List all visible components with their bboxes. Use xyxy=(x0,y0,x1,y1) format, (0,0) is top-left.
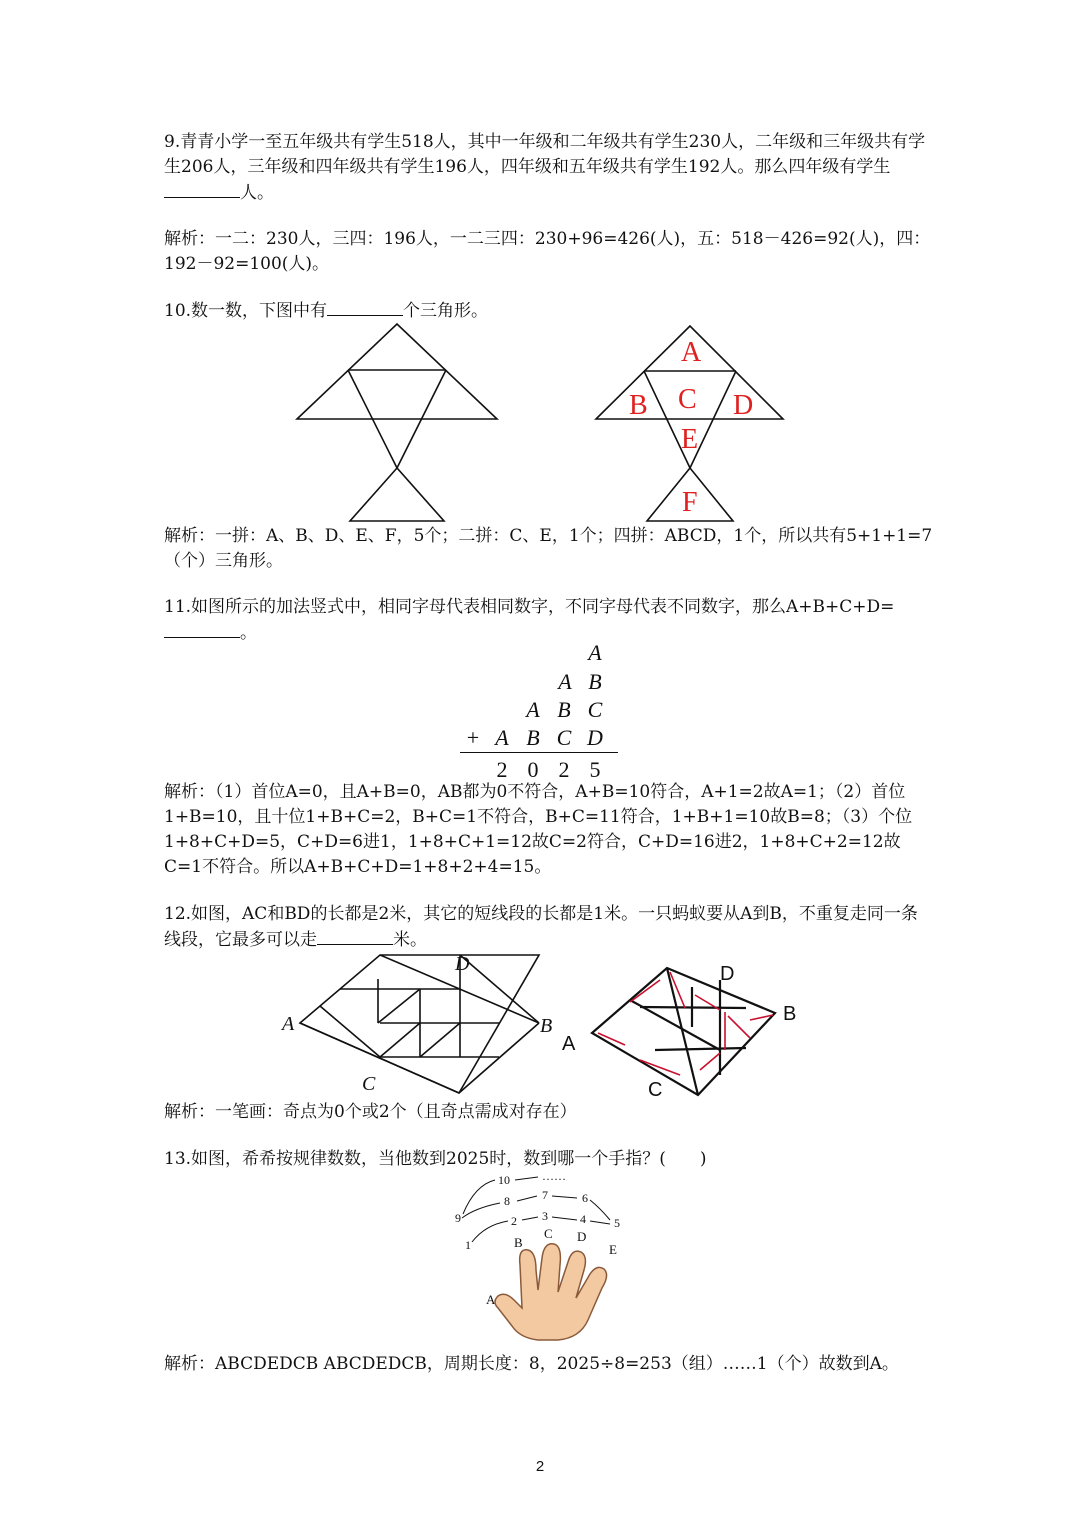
q12-sketch-label-c: C xyxy=(648,1079,663,1101)
q12-path-sketch xyxy=(592,968,775,1095)
count-4: 4 xyxy=(580,1212,586,1226)
q12-answer-blank[interactable] xyxy=(317,927,393,945)
q11-result-digit: 2 xyxy=(496,757,508,782)
q11-text-end: 。 xyxy=(240,623,257,643)
q11-digit: B xyxy=(557,697,571,722)
count-2: 2 xyxy=(511,1214,517,1228)
q11-sum-line xyxy=(460,752,618,753)
q12-text-end: 米。 xyxy=(393,930,427,950)
q12-rhombus-grid xyxy=(300,955,539,1093)
q9-text-end: 人。 xyxy=(240,183,274,203)
q11-digit: C xyxy=(556,725,572,750)
q10-figure-plain xyxy=(297,324,497,521)
q11-digit: B xyxy=(526,725,540,750)
count-7: 7 xyxy=(542,1188,548,1202)
q13-count-arrows xyxy=(462,1177,610,1242)
q12-sketch-label-a: A xyxy=(562,1033,576,1055)
q11-analysis: 解析：（1）首位A=0，且A+B=0，AB都为0不符合，A+B=10符合，A+1=2故A=1；（2）首位1+B=10，且十位1+B+C=2，B+C=1不符合，B+C=11符合，1+B+1=10故B=8；（3）个位1+8+C+D=5，C+D=6进1，1+8+C+1=12故C=2符合，C+D=16进2，1+8+C+2=12故C=1不符合。所以A+B+C+D=1+8+2+4=15。 xyxy=(164,782,913,877)
page-number: 2 xyxy=(535,1458,545,1475)
q10-label-e: E xyxy=(681,424,699,455)
q12-figures xyxy=(280,950,810,1102)
q12-sketch-label-b: B xyxy=(783,1003,797,1025)
count-10: 10 xyxy=(498,1173,510,1187)
q11-digit: A xyxy=(588,640,602,665)
q12-label-a: A xyxy=(282,1013,295,1035)
q11-question xyxy=(164,595,934,646)
q10-label-c: C xyxy=(678,384,697,415)
q9-text: 9.青青小学一至五年级共有学生518人，其中一年级和二年级共有学生230人，二年级和三年级共有学生206人，三年级和四年级共有学生196人，四年级和五年级共有学生192人。那么四年级有学生 xyxy=(164,132,926,177)
count-ellipsis: …… xyxy=(542,1170,566,1183)
q12-label-b: B xyxy=(540,1015,553,1037)
q11-result-digit: 2 xyxy=(558,757,570,782)
q11-digit: D xyxy=(587,725,603,750)
count-1: 1 xyxy=(465,1238,471,1252)
q10-answer-blank[interactable] xyxy=(327,298,403,316)
finger-label-d: D xyxy=(577,1229,587,1244)
q10-triangle-figures xyxy=(280,318,800,528)
count-9: 9 xyxy=(455,1211,461,1225)
q10-text-end: 个三角形。 xyxy=(403,301,489,321)
hand-icon xyxy=(495,1244,607,1340)
finger-label-c: C xyxy=(544,1226,553,1241)
q11-result-digit: 0 xyxy=(527,757,539,782)
finger-label-e: E xyxy=(609,1242,617,1257)
q11-answer-blank[interactable] xyxy=(164,620,240,638)
q9-answer-blank[interactable] xyxy=(164,180,240,198)
q9-question xyxy=(164,130,934,206)
q12-question xyxy=(164,902,934,953)
q11-text: 11.如图所示的加法竖式中，相同字母代表相同数字，不同字母代表不同数字，那么A+B+C+D= xyxy=(164,597,895,617)
q11-digit: A xyxy=(526,697,540,722)
q10-label-d: D xyxy=(733,390,754,421)
q12-text: 12.如图，AC和BD的长都是2米，其它的短线段的长都是1米。一只蚂蚁要从A到B，不重复走同一条线段，它最多可以走 xyxy=(164,904,918,950)
count-5: 5 xyxy=(614,1216,620,1230)
q12-sketch-label-d: D xyxy=(720,963,735,985)
finger-label-b: B xyxy=(514,1235,523,1250)
q10-label-b: B xyxy=(629,390,648,421)
q10-label-a: A xyxy=(681,337,702,368)
q11-result-digit: 5 xyxy=(589,757,601,782)
q12-label-c: C xyxy=(362,1073,376,1095)
count-6: 6 xyxy=(582,1191,588,1205)
q10-analysis: 解析：一拼：A、B、D、E、F，5个；二拼：C、E，1个；四拼：ABCD，1个，所以共有5+1+1=7（个）三角形。 xyxy=(164,526,933,571)
q11-digit: B xyxy=(588,669,602,694)
q10-label-f: F xyxy=(682,487,698,518)
q11-plus-sign: + xyxy=(466,725,480,750)
q12-label-d: D xyxy=(455,953,470,975)
q11-digit: A xyxy=(495,725,509,750)
q12-red-arrows xyxy=(598,972,773,1075)
q13-question: 13.如图，希希按规律数数，当他数到2025时，数到哪一个手指？( ) xyxy=(164,1149,707,1169)
q11-digit: A xyxy=(558,669,572,694)
q13-hand-figure xyxy=(450,1170,640,1355)
q9-analysis: 解析：一二：230人，三四：196人，一二三四：230+96=426(人)，五：518－426=92(人)，四：192－92=100(人)。 xyxy=(164,229,931,274)
finger-label-a: A xyxy=(486,1292,496,1307)
q11-digit: C xyxy=(587,697,603,722)
count-3: 3 xyxy=(542,1209,548,1223)
q12-analysis: 解析：一笔画：奇点为0个或2个（且奇点需成对存在） xyxy=(164,1102,577,1122)
q13-analysis: 解析：ABCDEDCB ABCDEDCB，周期长度：8，2025÷8=253（组）……1（个）故数到A。 xyxy=(164,1354,899,1374)
q10-text: 10.数一数，下图中有 xyxy=(164,301,328,321)
count-8: 8 xyxy=(504,1194,510,1208)
